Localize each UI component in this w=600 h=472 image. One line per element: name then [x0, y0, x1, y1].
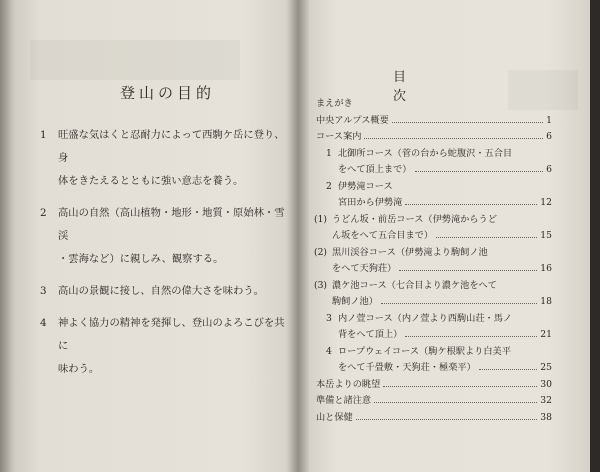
toc-text: をへて天狗荘）	[332, 263, 397, 274]
toc-line	[300, 96, 552, 113]
toc-line	[300, 278, 552, 295]
toc-line	[300, 377, 552, 394]
purpose-item	[40, 312, 292, 381]
toc-page-number: 1	[546, 114, 552, 126]
toc-line	[300, 360, 552, 377]
toc-text: 準備と諸注意	[316, 395, 372, 406]
purpose-item	[40, 202, 292, 271]
toc-page-number: 15	[540, 230, 552, 241]
toc-text: 黒川渓谷コース（伊勢滝より駒飼ノ池	[332, 246, 488, 258]
toc-line	[300, 327, 552, 344]
toc-line	[300, 228, 552, 245]
toc-number: 1	[326, 147, 332, 159]
toc-title: 目次	[393, 70, 429, 104]
purpose-text-line: 高山の自然（高山植物・地形・地質・原始林・雪渓	[58, 207, 285, 242]
dot-leader	[392, 122, 543, 123]
dot-leader	[356, 419, 538, 420]
toc-text: 中央アルプス概要	[316, 114, 389, 126]
toc-text: 伊勢滝コース	[338, 180, 393, 192]
toc-page-number: 38	[540, 411, 552, 423]
toc-page-number: 18	[540, 296, 552, 307]
toc-entry[interactable]	[300, 344, 552, 377]
toc-text: をへて千畳敷・天狗荘・極楽平）	[338, 362, 476, 373]
dot-leader	[479, 369, 537, 370]
toc-entry[interactable]	[300, 129, 552, 146]
toc-page-number: 16	[540, 263, 552, 274]
toc-number: 2	[326, 180, 332, 192]
table-of-contents	[300, 96, 552, 426]
toc-text: ん坂をへて五合目まで）	[332, 230, 434, 241]
dot-leader	[383, 386, 537, 387]
dot-leader	[381, 303, 537, 304]
dot-leader	[399, 270, 537, 271]
toc-page-number: 25	[540, 362, 552, 373]
toc-page-number: 32	[540, 395, 552, 406]
toc-page-number: 21	[540, 329, 552, 340]
toc-text: コース案内	[316, 131, 362, 142]
toc-number: 3	[326, 312, 332, 324]
toc-entry[interactable]	[300, 212, 552, 245]
toc-entry[interactable]	[300, 113, 552, 130]
toc-entry[interactable]	[300, 96, 552, 113]
toc-text: 宮田から伊勢滝	[338, 197, 403, 208]
purpose-text-line: ・雲海など）に親しみ、観察する。	[58, 253, 224, 265]
purpose-text-line: 神よく協力の精神を発揮し、登山のよろこびを共に	[58, 317, 285, 352]
toc-number: (2)	[314, 246, 328, 258]
dot-leader	[415, 171, 544, 172]
toc-page-number: 30	[540, 378, 552, 390]
toc-entry[interactable]	[300, 410, 552, 427]
toc-line	[300, 195, 552, 212]
toc-number: (1)	[314, 213, 328, 225]
toc-line	[300, 294, 552, 311]
dot-leader	[374, 402, 537, 403]
toc-text: 内ノ萱コース（内ノ萱より西駒山荘・馬ノ	[338, 312, 513, 324]
dot-leader	[436, 237, 537, 238]
toc-line	[300, 261, 552, 278]
toc-entry[interactable]	[300, 393, 552, 410]
toc-text: うどん坂・前岳コース（伊勢滝からうど	[332, 213, 497, 225]
purpose-list	[40, 124, 292, 390]
toc-entry[interactable]	[300, 377, 552, 394]
toc-entry[interactable]	[300, 245, 552, 278]
toc-text: まえがき	[316, 98, 353, 109]
purpose-item	[40, 280, 292, 303]
toc-text: ロープウェイコース（駒ケ根駅より白美平	[338, 345, 511, 357]
purpose-text-line: 高山の景観に接し、自然の偉大さを味わう。	[58, 285, 264, 297]
toc-line	[300, 146, 552, 163]
purpose-text-line: 体をきたえるとともに強い意志を養う。	[58, 175, 244, 187]
toc-entry[interactable]	[300, 278, 552, 311]
toc-entry[interactable]	[300, 311, 552, 344]
purpose-number: 3	[40, 285, 47, 297]
toc-text: 本岳よりの眺望	[316, 378, 381, 390]
toc-line	[300, 410, 552, 427]
toc-text: 駒飼ノ池）	[332, 296, 378, 307]
toc-page-number: 6	[546, 164, 552, 175]
purpose-number: 4	[40, 317, 47, 329]
toc-text: 山と保健	[316, 411, 353, 423]
toc-line	[300, 113, 552, 130]
page-title: 登山の目的	[120, 84, 216, 102]
toc-text: をへて頂上まで）	[338, 164, 412, 175]
book-edge	[590, 0, 600, 472]
toc-text: 背をへて頂上）	[338, 329, 403, 340]
toc-line	[300, 245, 552, 262]
show-through-block	[30, 40, 240, 80]
purpose-text-line: 味わう。	[58, 363, 100, 375]
toc-line	[300, 129, 552, 146]
toc-text: 濃ケ池コース（七合目より濃ケ池をへて	[332, 279, 497, 291]
toc-entry[interactable]	[300, 146, 552, 179]
left-page	[0, 0, 298, 472]
toc-line	[300, 162, 552, 179]
dot-leader	[364, 138, 543, 139]
purpose-item	[40, 124, 292, 193]
purpose-number: 2	[40, 207, 47, 219]
dot-leader	[405, 336, 537, 337]
toc-number: (3)	[314, 279, 328, 291]
purpose-number: 1	[40, 129, 47, 141]
toc-line	[300, 311, 552, 328]
toc-text: 北御所コース（菅の台から蛇腹沢・五合目	[338, 147, 513, 159]
toc-page-number: 12	[540, 197, 552, 208]
purpose-text-line: 旺盛な気はくと忍耐力によって西駒ケ岳に登り、身	[58, 129, 285, 164]
toc-entry[interactable]	[300, 179, 552, 212]
toc-number: 4	[326, 345, 332, 357]
toc-line	[300, 393, 552, 410]
toc-line	[300, 212, 552, 229]
toc-line	[300, 179, 552, 196]
dot-leader	[405, 204, 537, 205]
toc-page-number: 6	[546, 131, 552, 142]
toc-line	[300, 344, 552, 361]
